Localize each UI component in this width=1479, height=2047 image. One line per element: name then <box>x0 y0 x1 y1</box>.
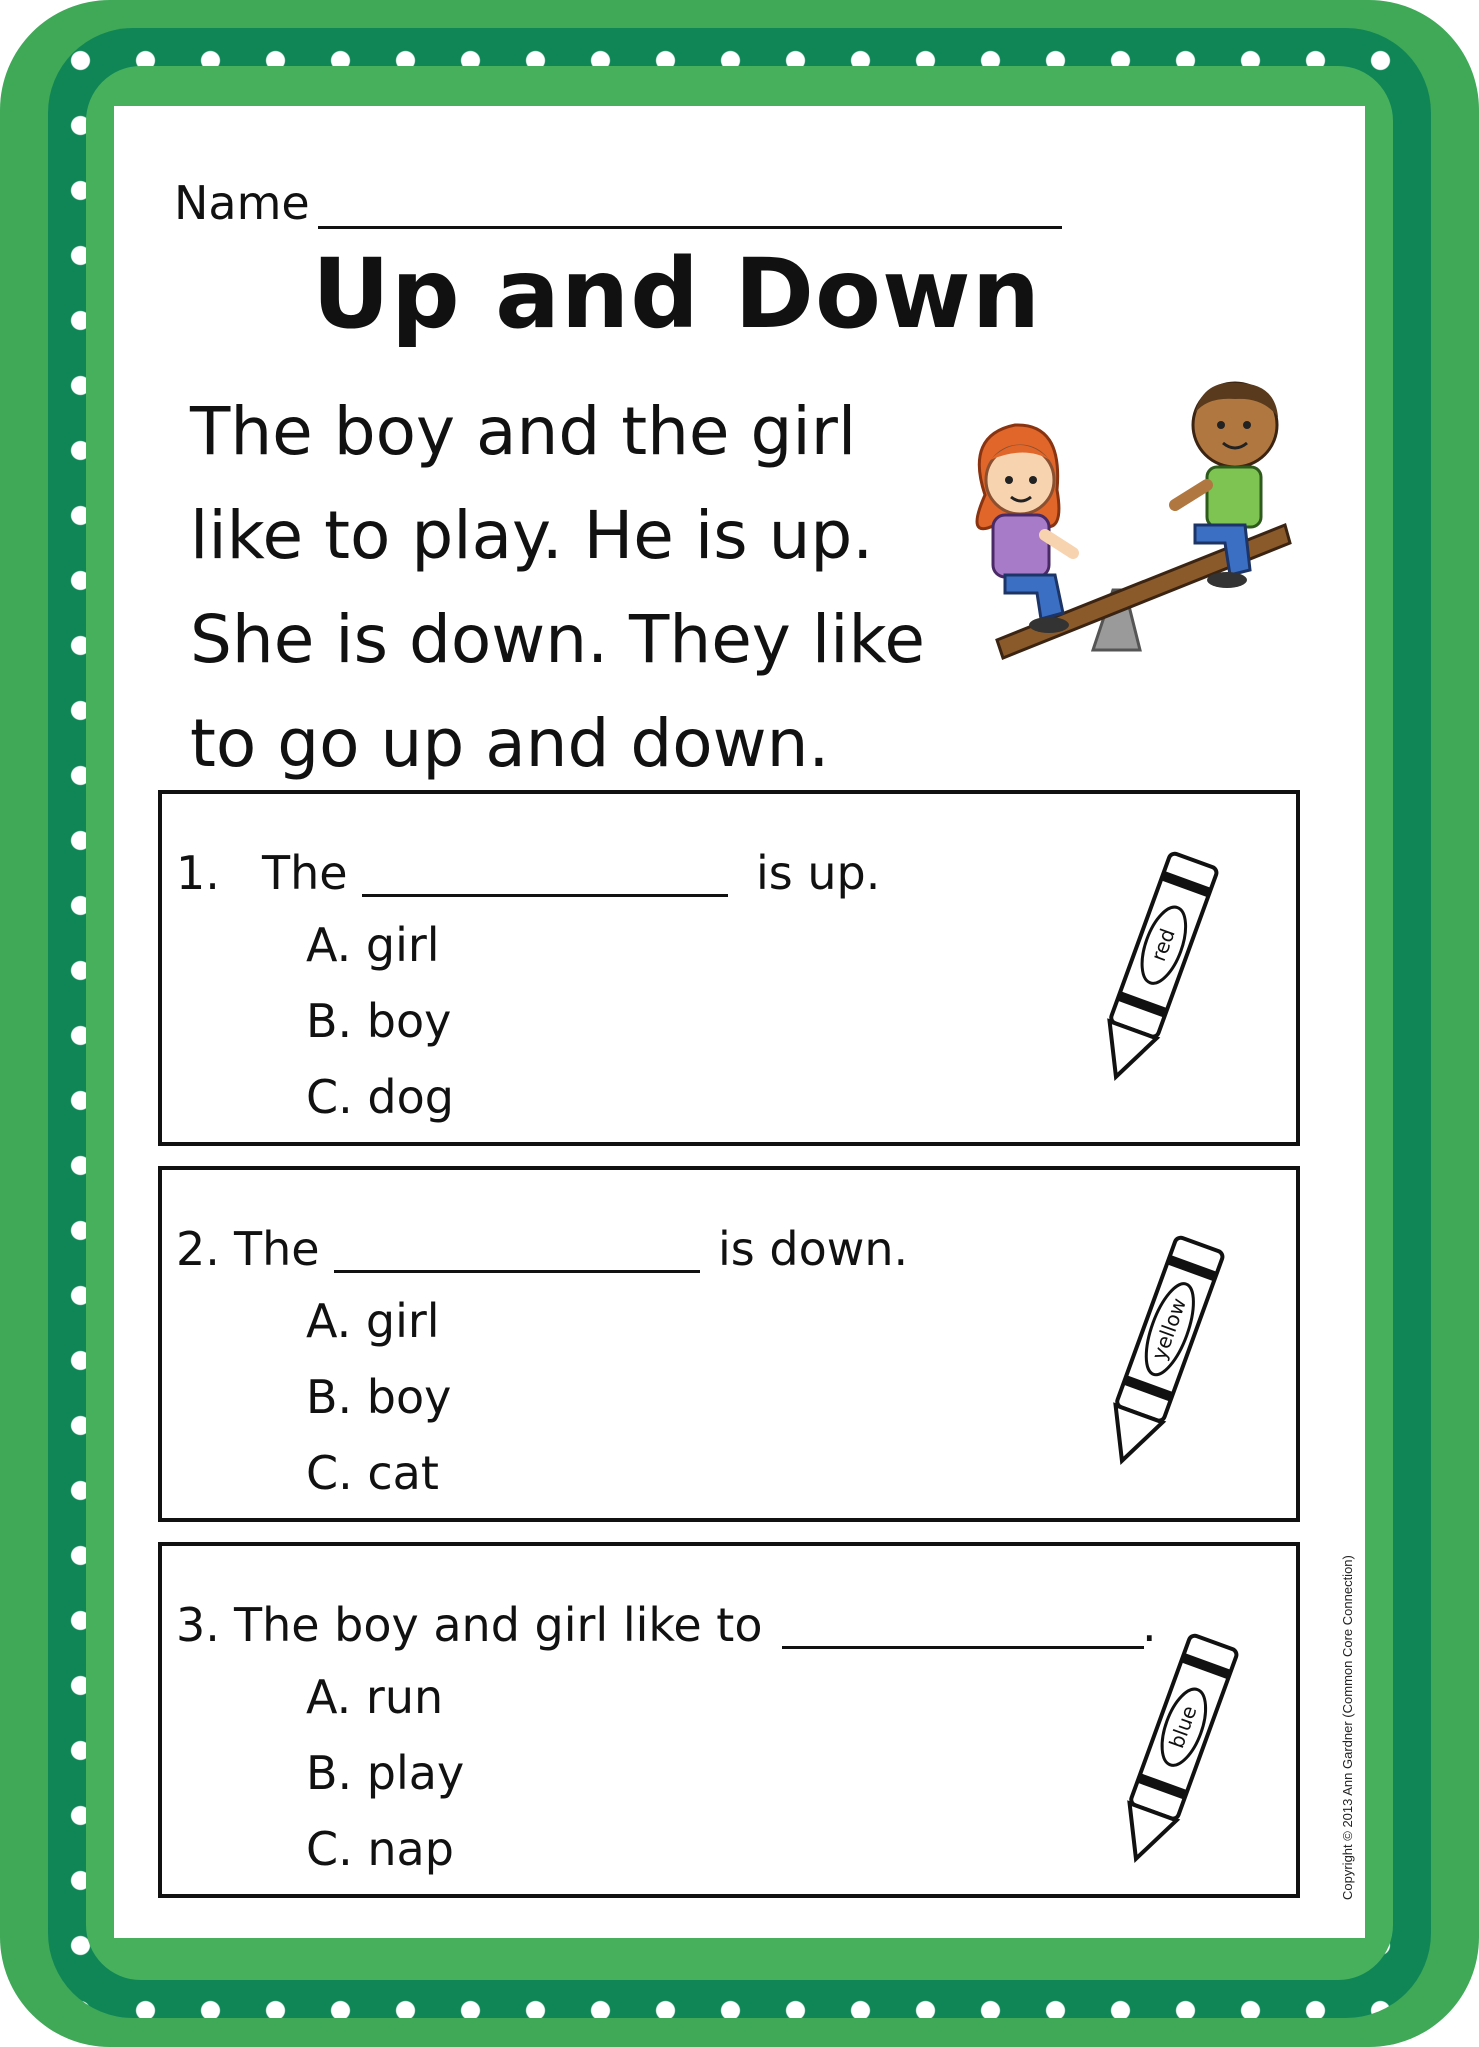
option-c[interactable]: C. dog <box>306 1070 454 1124</box>
name-line[interactable] <box>318 226 1062 229</box>
question-suffix: is down. <box>718 1222 909 1276</box>
crayon-icon <box>1102 1616 1252 1876</box>
question-prompt: The <box>234 1222 320 1276</box>
option-b[interactable]: B. boy <box>306 1370 452 1424</box>
option-c[interactable]: C. cat <box>306 1446 439 1500</box>
question-box-3 <box>158 1542 1300 1898</box>
answer-blank[interactable] <box>334 1270 700 1273</box>
worksheet-title: Up and Down <box>312 238 1042 350</box>
crayon-label: blue <box>1164 1702 1202 1752</box>
option-a[interactable]: A. run <box>306 1670 444 1724</box>
crayon-icon <box>1082 834 1232 1094</box>
crayon-label: red <box>1146 925 1180 965</box>
story-line: She is down. They like <box>190 601 925 678</box>
story-text <box>190 380 925 796</box>
question-number: 3. <box>176 1598 220 1652</box>
copyright-notice: Copyright © 2013 Ann Gardner (Common Core Connection) <box>1340 1555 1355 1900</box>
question-number: 2. <box>176 1222 220 1276</box>
answer-blank[interactable] <box>782 1646 1144 1649</box>
crayon-icon <box>1088 1218 1238 1478</box>
question-prompt: The <box>262 846 348 900</box>
story-line: like to play. He is up. <box>190 497 874 574</box>
crayon-label: yellow <box>1146 1294 1192 1363</box>
name-label: Name <box>174 176 310 230</box>
question-suffix: . <box>1142 1598 1157 1652</box>
story-line: The boy and the girl <box>190 393 857 470</box>
option-a[interactable]: A. girl <box>306 918 440 972</box>
question-number: 1. <box>176 846 220 900</box>
question-prompt: The boy and girl like to <box>234 1598 763 1652</box>
question-box-2 <box>158 1166 1300 1522</box>
option-b[interactable]: B. boy <box>306 994 452 1048</box>
question-box-1 <box>158 790 1300 1146</box>
question-suffix: is up. <box>756 846 881 900</box>
option-b[interactable]: B. play <box>306 1746 465 1800</box>
seesaw-kids-illustration <box>945 375 1295 675</box>
answer-blank[interactable] <box>362 894 728 897</box>
option-a[interactable]: A. girl <box>306 1294 440 1348</box>
story-line: to go up and down. <box>190 705 830 782</box>
option-c[interactable]: C. nap <box>306 1822 454 1876</box>
